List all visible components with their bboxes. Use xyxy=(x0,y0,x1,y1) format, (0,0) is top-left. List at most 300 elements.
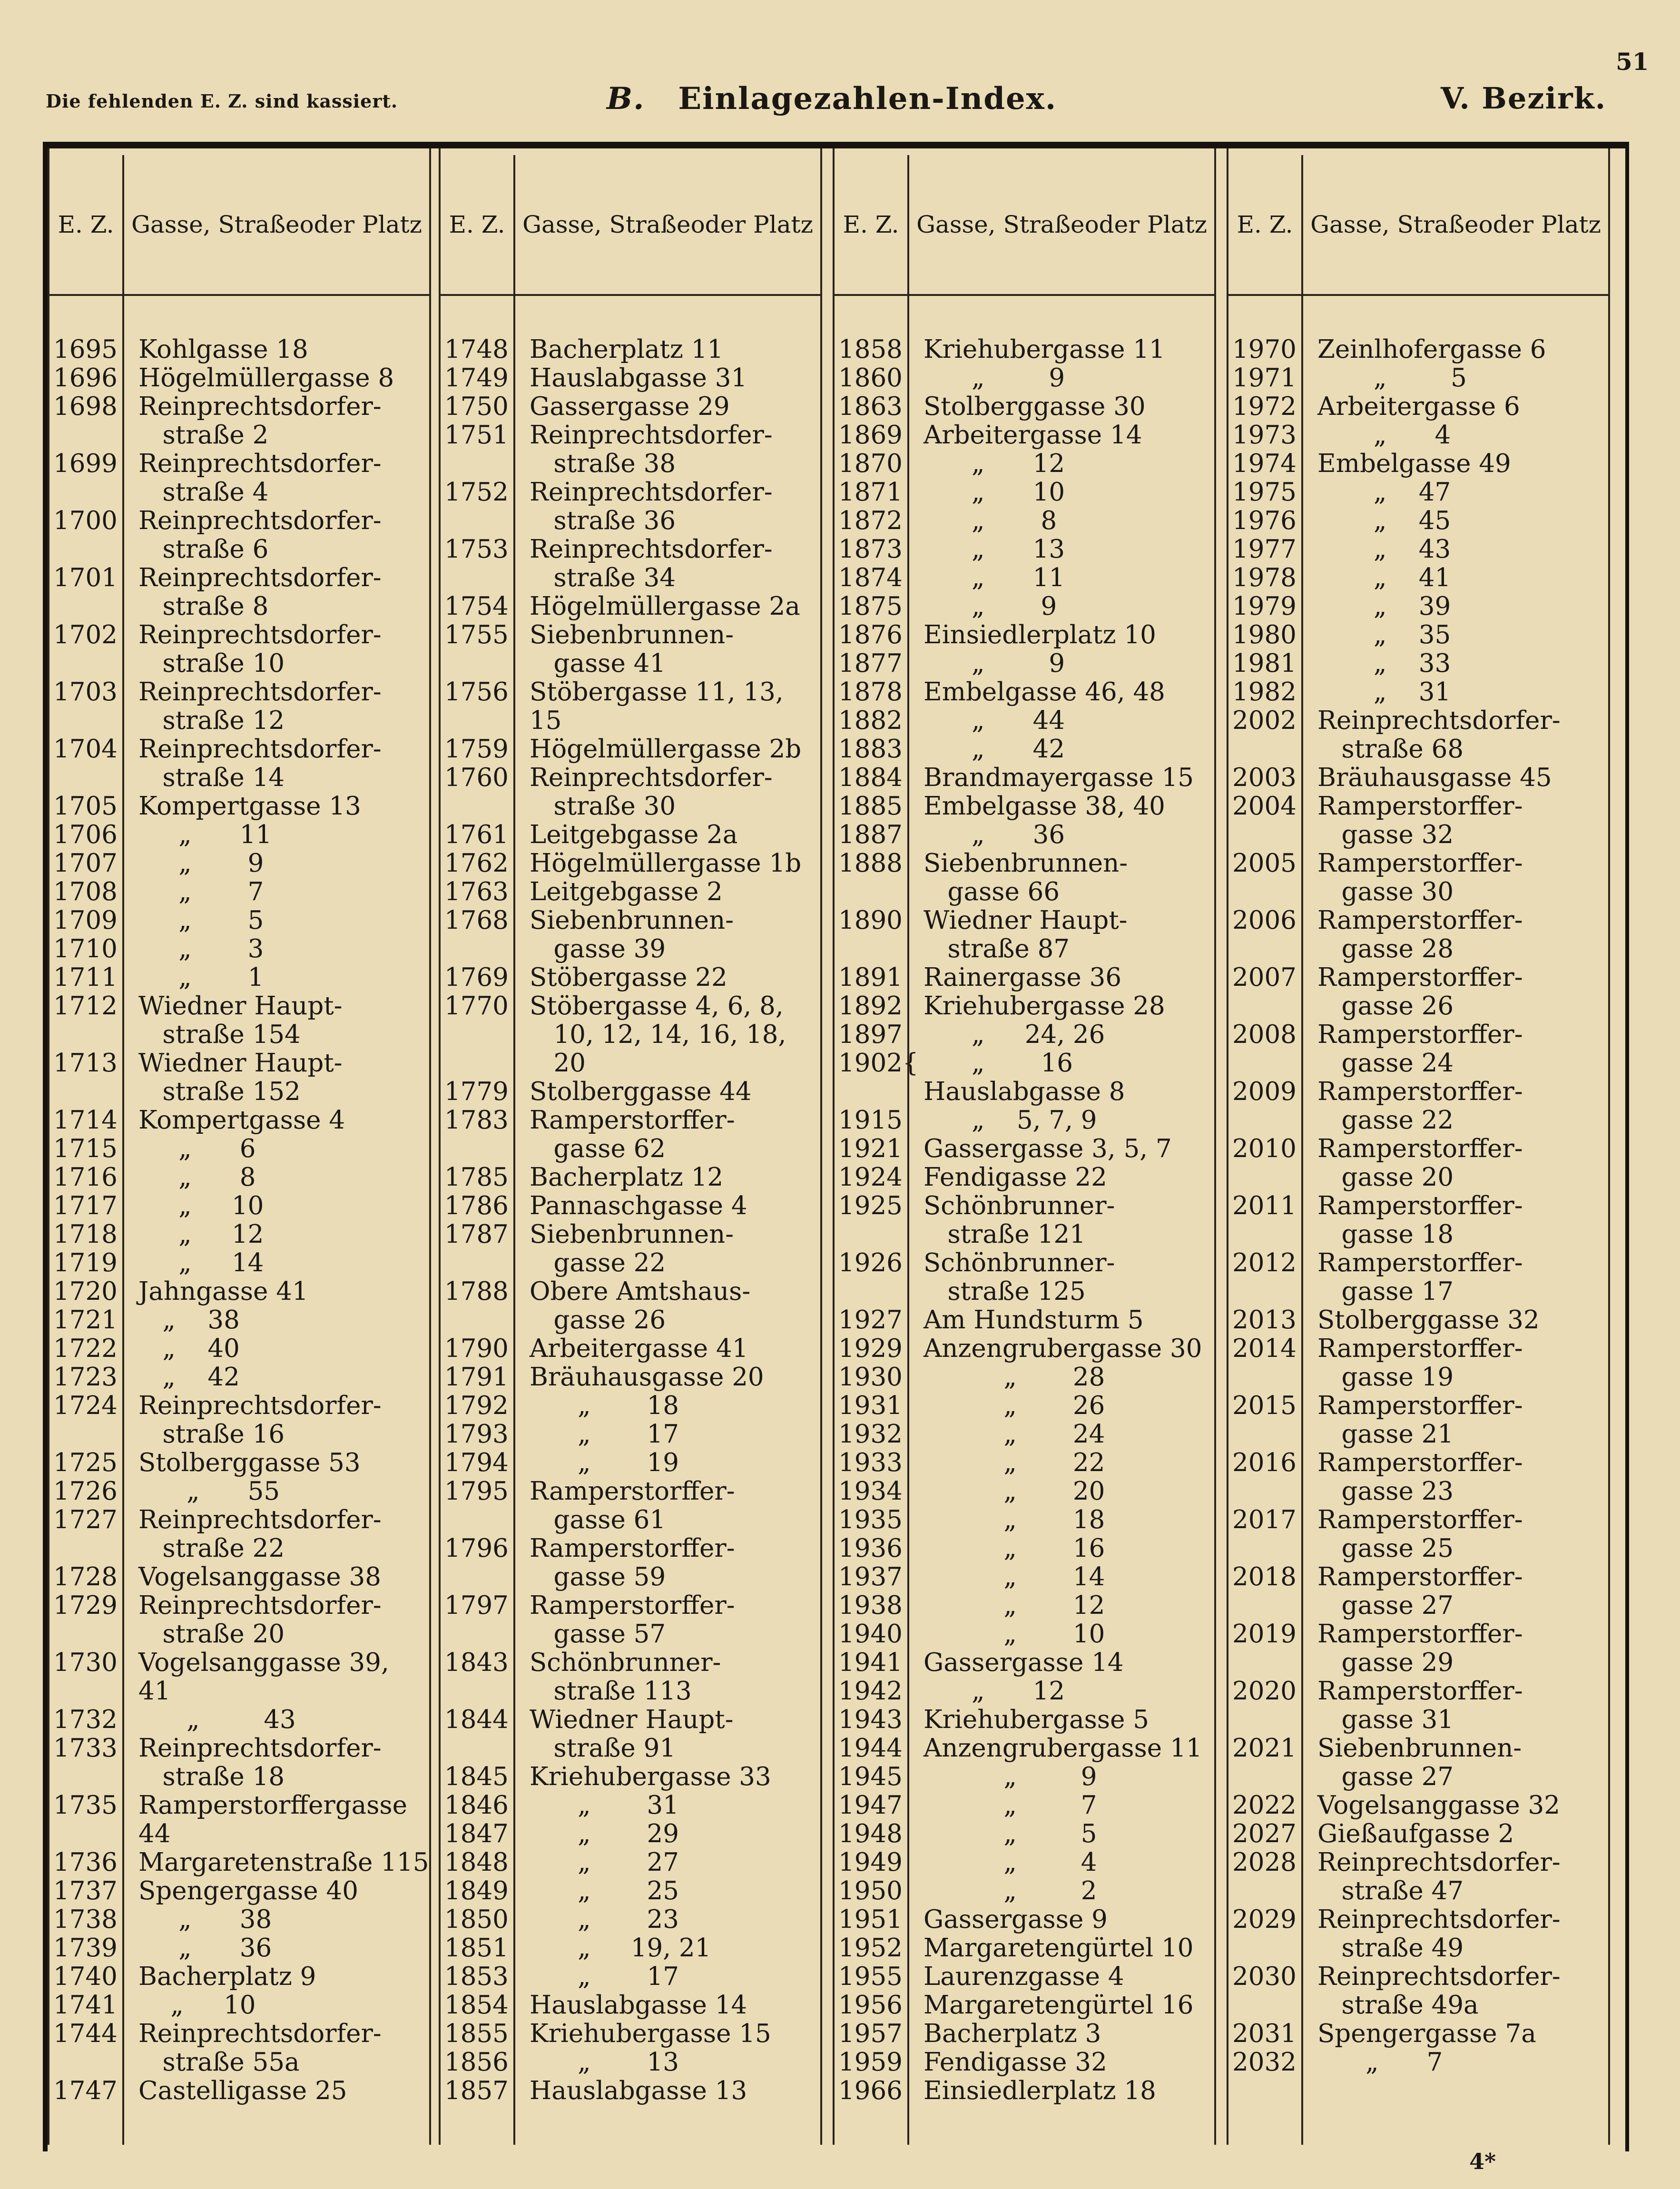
street-line: Reinprechtsdorfer- xyxy=(530,535,773,564)
table-row xyxy=(49,1791,429,1848)
table-row xyxy=(835,792,1214,821)
street-line: „ 17 xyxy=(530,1420,679,1449)
street-line: „ 16 xyxy=(924,1534,1105,1563)
ez-number: 2014 xyxy=(1232,1334,1297,1363)
street-line: Gassergasse 29 xyxy=(530,392,730,421)
street-name xyxy=(515,1078,820,1106)
street-name xyxy=(909,393,1214,421)
street-line: „ 24, 26 xyxy=(924,1020,1105,1049)
table-row xyxy=(49,1963,429,1991)
table-row xyxy=(49,935,429,963)
table-row xyxy=(441,364,820,393)
street-name xyxy=(1303,906,1608,963)
street-name xyxy=(124,1163,429,1192)
ez-number: 1915 xyxy=(838,1106,903,1135)
ez-number: 1956 xyxy=(838,1991,903,2020)
street-name xyxy=(124,1791,429,1848)
ez-number: 1931 xyxy=(838,1391,903,1420)
table-rows xyxy=(835,335,1214,2105)
table-row xyxy=(441,1477,820,1534)
table-row xyxy=(835,1249,1214,1306)
street-name xyxy=(124,1563,429,1591)
street-line: straße 125 xyxy=(924,1277,1086,1306)
street-name xyxy=(515,1991,820,2020)
ez-number: 2003 xyxy=(1232,763,1297,792)
table-row xyxy=(49,1506,429,1563)
table-row xyxy=(49,1306,429,1335)
street-name xyxy=(124,2077,429,2105)
table-row xyxy=(835,1363,1214,1392)
table-row xyxy=(1228,507,1608,535)
ez-number: 1845 xyxy=(444,1762,509,1791)
street-name xyxy=(909,992,1214,1021)
table-row xyxy=(835,421,1214,450)
street-line: gasse 32 xyxy=(1317,820,1454,849)
street-line: „ 5 xyxy=(1317,363,1467,393)
street-line: Reinprechtsdorfer- xyxy=(138,735,382,764)
ez-number: 1754 xyxy=(444,592,509,621)
ez-number: 1872 xyxy=(838,506,903,535)
ez-number: 1933 xyxy=(838,1448,903,1477)
table-row xyxy=(441,1791,820,1820)
street-line: „ 22 xyxy=(924,1448,1105,1477)
ez-number: 1741 xyxy=(53,1991,118,2020)
street-name xyxy=(909,1534,1214,1563)
street-line: straße 154 xyxy=(138,1020,301,1049)
street-line: „ 7 xyxy=(138,877,264,906)
street-line: straße 10 xyxy=(138,649,285,678)
table-row xyxy=(1228,1734,1608,1791)
street-name xyxy=(515,1706,820,1763)
ez-number: 1952 xyxy=(838,1934,903,1963)
street-line: Schönbrunner- xyxy=(530,1648,721,1677)
ez-number: 1942 xyxy=(838,1677,903,1706)
street-line: gasse 66 xyxy=(924,877,1060,906)
street-line: 20 xyxy=(530,1049,586,1078)
street-line: Einsiedlerplatz 18 xyxy=(924,2076,1156,2105)
street-line: „ 14 xyxy=(924,1562,1105,1591)
table-row xyxy=(49,1049,429,1106)
table-row xyxy=(49,507,429,564)
street-name xyxy=(909,450,1214,478)
table-row xyxy=(441,1763,820,1791)
table-row xyxy=(49,1135,429,1163)
street-line: straße 22 xyxy=(138,1534,285,1563)
table-row xyxy=(49,792,429,821)
street-name xyxy=(515,621,820,678)
ez-number: 1975 xyxy=(1232,478,1297,507)
table-row xyxy=(49,1106,429,1135)
street-line: Bacherplatz 12 xyxy=(530,1163,724,1192)
street-name xyxy=(1303,535,1608,564)
street-line: Hauslabgasse 13 xyxy=(530,2076,747,2105)
ez-number: 1715 xyxy=(53,1134,118,1163)
street-header-line: oder Platz xyxy=(1478,211,1601,238)
street-line: gasse 41 xyxy=(530,649,666,678)
ez-number: 1797 xyxy=(444,1591,509,1620)
ez-number: 2022 xyxy=(1232,1791,1297,1820)
street-name xyxy=(124,878,429,906)
street-line: Vogelsanggasse 39, 41 xyxy=(138,1648,397,1706)
street-line: Kompertgasse 13 xyxy=(138,792,361,821)
ez-number: 1897 xyxy=(838,1020,903,1049)
street-line: „ 29 xyxy=(530,1819,679,1848)
ez-number: 1786 xyxy=(444,1191,509,1220)
ez-number: 1722 xyxy=(53,1334,118,1363)
column-header xyxy=(49,155,429,296)
table-row xyxy=(1228,1449,1608,1506)
ez-number: 1853 xyxy=(444,1962,509,1991)
street-line: „ 28 xyxy=(924,1363,1105,1392)
ez-number: 1943 xyxy=(838,1705,903,1734)
street-name xyxy=(909,1420,1214,1449)
street-name xyxy=(124,1277,429,1306)
street-name xyxy=(1303,1677,1608,1734)
table-row xyxy=(1228,849,1608,906)
ez-number: 1935 xyxy=(838,1505,903,1534)
table-row xyxy=(441,1449,820,1477)
street-line: „ 3 xyxy=(138,934,264,963)
street-line: gasse 30 xyxy=(1317,877,1454,906)
street-name xyxy=(909,1335,1214,1363)
ez-number: 2019 xyxy=(1232,1620,1297,1649)
table-row xyxy=(441,1277,820,1335)
table-row xyxy=(1228,621,1608,649)
table-row xyxy=(1228,1506,1608,1563)
table-row xyxy=(1228,1848,1608,1905)
ez-number: 2021 xyxy=(1232,1734,1297,1763)
table-row xyxy=(49,1649,429,1706)
street-line: „ 42 xyxy=(138,1363,240,1392)
table-row xyxy=(1228,421,1608,450)
street-line: Ramperstorffer- xyxy=(1317,963,1523,992)
street-name xyxy=(1303,1791,1608,1820)
ez-number: 1736 xyxy=(53,1848,118,1877)
street-name xyxy=(124,621,429,678)
street-header xyxy=(124,155,429,294)
table-row xyxy=(1228,792,1608,849)
street-name xyxy=(909,2077,1214,2105)
street-line: straße 34 xyxy=(530,563,676,592)
ez-number: 1698 xyxy=(53,392,118,421)
street-line: Gassergasse 3, 5, 7 xyxy=(924,1134,1172,1163)
table-row xyxy=(1228,1963,1608,2020)
table-row xyxy=(49,1392,429,1449)
street-line: Ramperstorffer- xyxy=(1317,1562,1523,1591)
ez-number: 2010 xyxy=(1232,1134,1297,1163)
street-name xyxy=(124,1477,429,1506)
ez-number: 1768 xyxy=(444,906,509,935)
table-row xyxy=(1228,364,1608,393)
street-name xyxy=(909,1392,1214,1420)
street-line: Ramperstorffer- xyxy=(1317,849,1523,878)
ez-number: 1696 xyxy=(53,363,118,393)
ez-number: 2006 xyxy=(1232,906,1297,935)
table-row xyxy=(441,764,820,821)
ez-number: 1876 xyxy=(838,620,903,649)
street-line: Pannaschgasse 4 xyxy=(530,1191,747,1220)
street-name xyxy=(909,764,1214,792)
street-name xyxy=(1303,1135,1608,1192)
table-row xyxy=(835,1620,1214,1649)
ez-number: 1892 xyxy=(838,991,903,1021)
street-line: Siebenbrunnen- xyxy=(530,620,734,649)
street-name xyxy=(515,992,820,1078)
table-row xyxy=(49,1934,429,1963)
street-name xyxy=(909,1563,1214,1591)
ez-number: 1848 xyxy=(444,1848,509,1877)
ez-number: 1863 xyxy=(838,392,903,421)
ez-number: 1706 xyxy=(53,820,118,849)
street-line: „ 17 xyxy=(530,1962,679,1991)
street-line: straße 91 xyxy=(530,1734,676,1763)
ez-number: 1949 xyxy=(838,1848,903,1877)
ez-number: 1878 xyxy=(838,677,903,707)
street-line: „ 38 xyxy=(138,1905,272,1934)
street-line: Ramperstorffergasse 44 xyxy=(138,1791,415,1848)
street-line: gasse 26 xyxy=(1317,991,1454,1021)
table-row xyxy=(441,1877,820,1905)
table-row xyxy=(1228,678,1608,707)
ez-number: 1729 xyxy=(53,1591,118,1620)
street-name xyxy=(124,821,429,849)
ez-header: E. Z. xyxy=(49,155,124,294)
street-name xyxy=(909,421,1214,450)
table-row xyxy=(835,592,1214,621)
table-row xyxy=(441,1706,820,1763)
table-row xyxy=(49,1192,429,1220)
table-row xyxy=(49,963,429,992)
street-line: „ 10 xyxy=(924,478,1065,507)
table-column-4 xyxy=(1227,148,1610,2145)
ez-number: 2009 xyxy=(1232,1077,1297,1106)
street-name xyxy=(909,1477,1214,1506)
street-name xyxy=(909,1106,1214,1135)
street-name xyxy=(909,1934,1214,1963)
ez-number: 1735 xyxy=(53,1791,118,1820)
table-row xyxy=(49,1706,429,1734)
street-line: straße 16 xyxy=(138,1420,285,1449)
table-row xyxy=(1228,1563,1608,1620)
table-row xyxy=(1228,1192,1608,1249)
table-row xyxy=(835,1449,1214,1477)
street-name xyxy=(515,1106,820,1163)
table-row xyxy=(49,1477,429,1506)
street-line: Gassergasse 9 xyxy=(924,1905,1108,1934)
street-line: gasse 27 xyxy=(1317,1762,1454,1791)
table-row xyxy=(1228,1791,1608,1820)
ez-number: 1762 xyxy=(444,849,509,878)
street-line: Margaretenstraße 115 xyxy=(138,1848,429,1877)
street-line: Reinprechtsdorfer- xyxy=(138,1391,382,1420)
street-line: Reinprechtsdorfer- xyxy=(138,1591,382,1620)
table-row xyxy=(835,1649,1214,1677)
ez-number: 1744 xyxy=(53,2019,118,2048)
table-row xyxy=(49,1905,429,1934)
street-line: Arbeitergasse 41 xyxy=(530,1334,748,1363)
street-line: Reinprechtsdorfer- xyxy=(1317,706,1561,735)
street-name xyxy=(909,1820,1214,1848)
street-name xyxy=(909,1763,1214,1791)
ez-number: 1869 xyxy=(838,421,903,450)
street-line: Ramperstorffer- xyxy=(530,1106,735,1135)
street-line: „ 36 xyxy=(138,1934,272,1963)
ez-number: 1788 xyxy=(444,1277,509,1306)
table-row xyxy=(49,735,429,792)
table-row xyxy=(835,906,1214,963)
ez-number: 1709 xyxy=(53,906,118,935)
street-line: gasse 26 xyxy=(530,1306,666,1335)
street-header-line: oder Platz xyxy=(690,211,813,238)
street-name xyxy=(124,364,429,393)
ez-number: 1940 xyxy=(838,1620,903,1649)
street-name xyxy=(124,1220,429,1249)
street-line: Anzengrubergasse 11 xyxy=(924,1734,1202,1763)
street-line: straße 12 xyxy=(138,706,285,735)
street-name xyxy=(1303,1335,1608,1392)
street-line: „ 20 xyxy=(924,1477,1105,1506)
table-row xyxy=(441,621,820,678)
table-row xyxy=(835,849,1214,906)
table-row xyxy=(835,393,1214,421)
street-line: straße 30 xyxy=(530,792,676,821)
table-row xyxy=(1228,1620,1608,1677)
street-line: Reinprechtsdorfer- xyxy=(138,2019,382,2048)
street-line: Hauslabgasse 14 xyxy=(530,1991,747,2020)
ez-number: 1888 xyxy=(838,849,903,878)
table-row xyxy=(49,906,429,935)
street-name xyxy=(515,1934,820,1963)
street-name xyxy=(124,450,429,507)
street-name xyxy=(124,564,429,621)
street-name xyxy=(909,906,1214,963)
table-row xyxy=(441,1820,820,1848)
street-name xyxy=(1303,1734,1608,1791)
street-line: 10, 12, 14, 16, 18, xyxy=(530,1020,786,1049)
table-row xyxy=(1228,450,1608,478)
table-row xyxy=(835,2020,1214,2048)
ez-number: 1704 xyxy=(53,735,118,764)
table-row xyxy=(835,1135,1214,1163)
street-line: „ 40 xyxy=(138,1334,240,1363)
table-row xyxy=(835,707,1214,735)
table-rows xyxy=(441,335,820,2105)
table-row xyxy=(1228,2020,1608,2048)
table-row xyxy=(835,2048,1214,2077)
table-row xyxy=(49,1563,429,1591)
street-line: gasse 22 xyxy=(1317,1106,1454,1135)
street-line: Reinprechtsdorfer- xyxy=(138,449,382,478)
street-name xyxy=(909,1649,1214,1677)
street-name xyxy=(1303,1820,1608,1848)
street-name xyxy=(124,1591,429,1649)
street-line: „ 33 xyxy=(1317,649,1451,678)
street-line: „ 12 xyxy=(924,1677,1065,1706)
street-line: Wiedner Haupt- xyxy=(138,1049,343,1078)
ez-number: 1791 xyxy=(444,1363,509,1392)
table-row xyxy=(49,1335,429,1363)
column-header xyxy=(1228,155,1608,296)
street-line: „ 31 xyxy=(1317,677,1451,707)
street-line: Högelmüllergasse 1b xyxy=(530,849,802,878)
street-line: „ 55 xyxy=(138,1477,280,1506)
ez-number: 1701 xyxy=(53,563,118,592)
table-row xyxy=(835,1591,1214,1620)
street-line: „ 42 xyxy=(924,735,1065,764)
table-row xyxy=(441,1163,820,1192)
table-row xyxy=(835,1106,1214,1135)
ez-number: 1936 xyxy=(838,1534,903,1563)
street-line: Reinprechtsdorfer- xyxy=(138,392,382,421)
street-name xyxy=(1303,2020,1608,2048)
street-name xyxy=(124,1363,429,1392)
street-name xyxy=(515,1220,820,1277)
ez-number: 1750 xyxy=(444,392,509,421)
street-name xyxy=(909,1905,1214,1934)
table-row xyxy=(441,1420,820,1449)
table-row xyxy=(49,393,429,450)
ez-number: 1930 xyxy=(838,1363,903,1392)
street-line: Castelligasse 25 xyxy=(138,2076,347,2105)
street-name xyxy=(124,335,429,364)
table-row xyxy=(441,1591,820,1649)
street-line: Bacherplatz 11 xyxy=(530,335,724,364)
street-header-line: oder Platz xyxy=(299,211,422,238)
street-line: gasse 29 xyxy=(1317,1648,1454,1677)
ez-number: 2028 xyxy=(1232,1848,1297,1877)
table-row xyxy=(835,1905,1214,1934)
ez-number: 1877 xyxy=(838,649,903,678)
street-line: Siebenbrunnen- xyxy=(530,1220,734,1249)
ez-number: 1700 xyxy=(53,506,118,535)
street-name xyxy=(1303,450,1608,478)
table-row xyxy=(1228,2048,1608,2077)
table-row xyxy=(835,1335,1214,1363)
ez-number: 1787 xyxy=(444,1220,509,1249)
street-name xyxy=(124,1135,429,1163)
street-line: „ 7 xyxy=(924,1791,1097,1820)
street-name xyxy=(515,1392,820,1420)
street-line: Ramperstorffer- xyxy=(1317,1077,1523,1106)
ez-number: 1887 xyxy=(838,820,903,849)
street-line: Arbeitergasse 6 xyxy=(1317,392,1520,421)
street-line: Stöbergasse 4, 6, 8, xyxy=(530,991,784,1021)
street-line: „ 2 xyxy=(924,1876,1097,1905)
street-line: straße 6 xyxy=(138,535,269,564)
street-line: „ 4 xyxy=(924,1848,1097,1877)
street-line: straße 49a xyxy=(1317,1991,1479,2020)
ez-number: 2002 xyxy=(1232,706,1297,735)
ez-number: 1858 xyxy=(838,335,903,364)
street-header-line: Gasse, Straße xyxy=(522,211,691,238)
ez-number: 1974 xyxy=(1232,449,1297,478)
table-row xyxy=(441,592,820,621)
ez-number: 2032 xyxy=(1232,2048,1297,2077)
street-line: „ 35 xyxy=(1317,620,1451,649)
street-name xyxy=(909,849,1214,906)
street-line: Leitgebgasse 2a xyxy=(530,820,738,849)
street-line: Kriehubergasse 11 xyxy=(924,335,1165,364)
street-line: gasse 59 xyxy=(530,1562,666,1591)
street-line: „ 13 xyxy=(924,535,1065,564)
ez-number: 1902{ xyxy=(838,1049,919,1078)
ez-number: 1724 xyxy=(53,1391,118,1420)
street-line: „ 10 xyxy=(138,1191,264,1220)
street-line: gasse 25 xyxy=(1317,1534,1454,1563)
ez-number: 1720 xyxy=(53,1277,118,1306)
street-name xyxy=(1303,707,1608,764)
ez-number: 1850 xyxy=(444,1905,509,1934)
